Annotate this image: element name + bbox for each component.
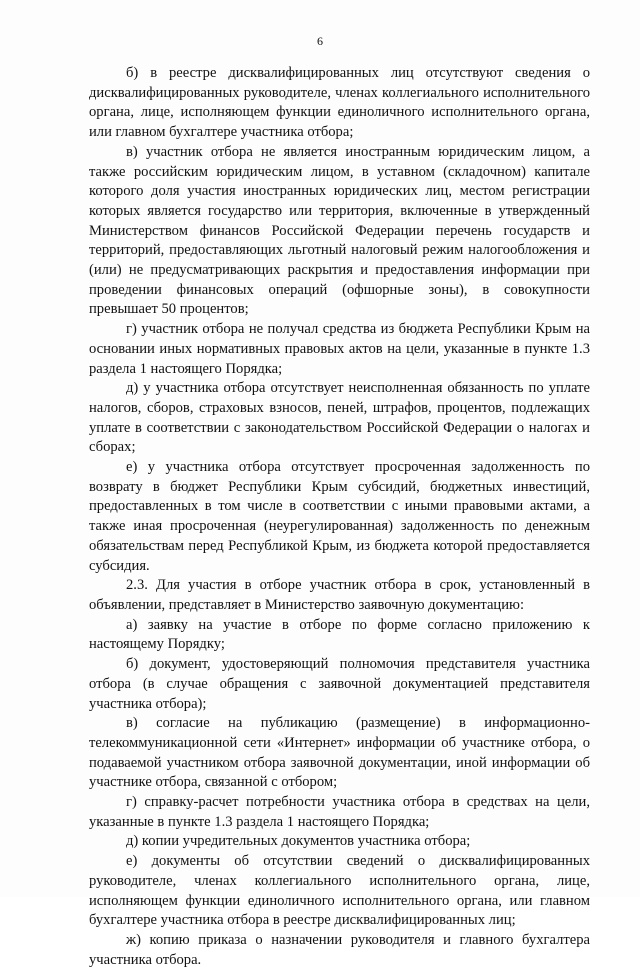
paragraph-g-needs-calculation: г) справку-расчет потребности участника отбора в средствах на цели, указанные в пункте 1.3 раздела 1 настоящего Порядка;	[89, 794, 590, 830]
paragraph-a-application: а) заявку на участие в отборе по форме согласно приложению к настоящему Порядку;	[89, 616, 590, 653]
page-number: 6	[317, 34, 323, 48]
paragraph-e-no-overdue-debt: е) у участника отбора отсутствует просроченная задолженность по возврату в бюджет Республики Крым субсидий, бюджетных инвестиций, предоставленных в том числе в соответствии с иными правовыми актами, а также иная просроченная (неурегулированная) задолженность по денежным обязательствам перед Республикой Крым, из бюджета которой предоставляется субсидия.	[89, 459, 590, 574]
paragraph-b-authority-document: б) документ, удостоверяющий полномочия представителя участника отбора (в случае обращения с заявочной документацией представителя участника отбора);	[89, 656, 590, 712]
paragraph-2-3-application-docs: 2.3. Для участия в отборе участник отбора в срок, установленный в объявлении, представляет в Министерство заявочную документацию:	[89, 577, 590, 613]
paragraph-d-no-tax-debt: д) у участника отбора отсутствует неисполненная обязанность по уплате налогов, сборов, страховых взносов, пеней, штрафов, процентов, подлежащих уплате в соответствии с законодательством Российской Федерации о налогах и сборах;	[89, 380, 590, 456]
paragraph-zh-appointment-order: ж) копию приказа о назначении руководителя и главного бухгалтера участника отбора.	[89, 931, 590, 968]
paragraph-g-no-budget-funds: г) участник отбора не получал средства из бюджета Республики Крым на основании иных нормативных правовых актов на цели, указанные в пункте 1.3 раздела 1 настоящего Порядка;	[89, 321, 590, 377]
paragraph-v-publication-consent: в) согласие на публикацию (размещение) в информационно-телекоммуникационной сети «Интернет» информации об участнике отбора, о подаваемой участником отбора заявочной документации, иной информации об участнике отбора, связанной с отбором;	[89, 715, 590, 791]
paragraph-e-disqualification-docs: е) документы об отсутствии сведений о дисквалифицированных руководителе, членах коллегиального исполнительного органа, лице, исполняющем функции единоличного исполнительного органа, или главном бухгалтере участника отбора в реестре дисквалифицированных лиц;	[89, 853, 590, 929]
paragraph-d-founding-documents: д) копии учредительных документов участника отбора;	[126, 833, 471, 850]
paragraph-b-disqualified-registry: б) в реестре дисквалифицированных лиц отсутствуют сведения о дисквалифицированных руководителе, членах коллегиального исполнительного органа, лице, исполняющем функции единоличного исполнительного органа, или главном бухгалтере участника отбора;	[89, 65, 590, 141]
document-body	[89, 64, 590, 970]
paragraph-v-not-foreign-entity: в) участник отбора не является иностранным юридическим лицом, а также российским юридическим лицом, в уставном (складочном) капитале которого доля участия иностранных юридических лиц, местом регистрации которых является государство или территория, включенные в утвержденный Министерством финансов Российской Федерации перечень государств и территорий, предоставляющих льготный налоговый режим налогообложения и (или) не предусматривающих раскрытия и предоставления информации при проведении финансовых операций (офшорные зоны), в совокупности превышает 50 процентов;	[89, 143, 590, 318]
